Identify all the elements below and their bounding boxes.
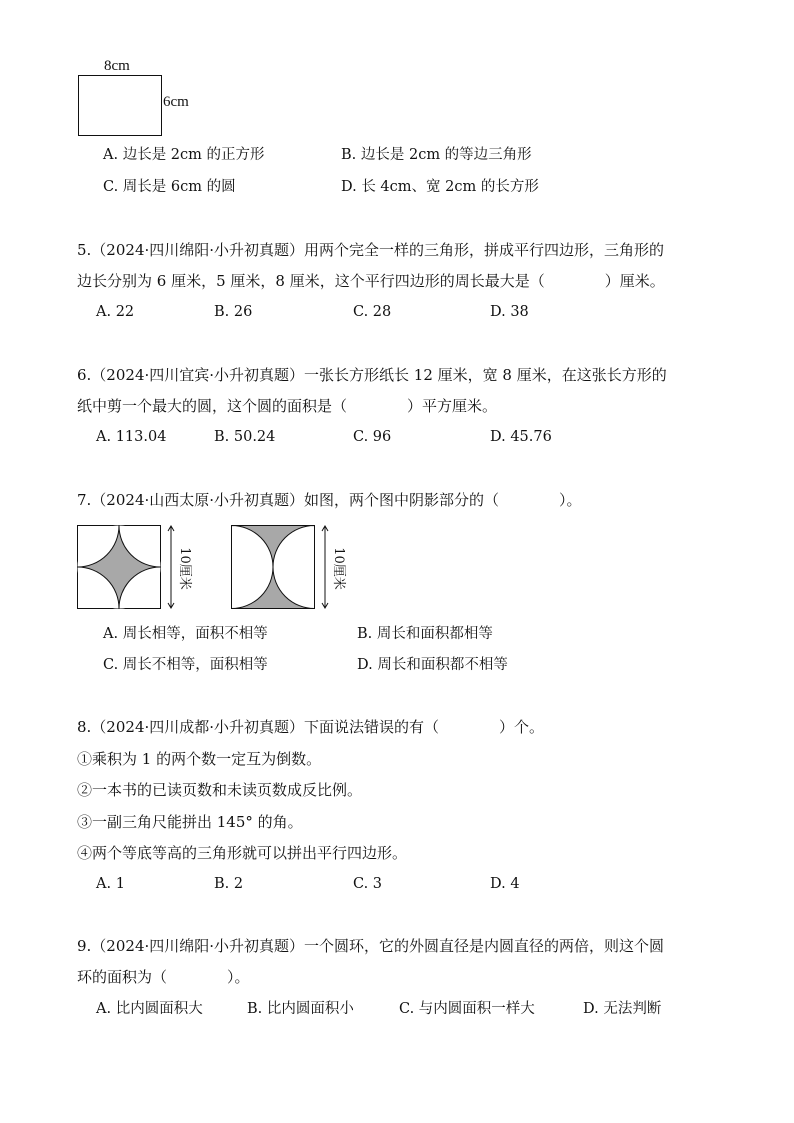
q6-option-c[interactable]: C. 96	[353, 429, 392, 445]
q7-option-a[interactable]: A. 周长相等，面积不相等	[103, 626, 268, 642]
q9-option-b[interactable]: B. 比内圆面积小	[247, 1001, 354, 1017]
q8-option-d[interactable]: D. 4	[490, 876, 520, 892]
q5-option-c[interactable]: C. 28	[353, 304, 392, 320]
q5-text-line2: 边长分别为 6 厘米，5 厘米，8 厘米，这个平行四边形的周长最大是（ ）厘米。	[77, 272, 665, 290]
q8-statement-1: ①乘积为 1 的两个数一定互为倒数。	[77, 750, 322, 768]
q7-left-dimension-label: 10厘米	[176, 547, 192, 590]
q6-option-b[interactable]: B. 50.24	[214, 429, 276, 445]
q8-statement-4: ④两个等底等高的三角形就可以拼出平行四边形。	[77, 844, 408, 862]
q7-option-d[interactable]: D. 周长和面积都不相等	[357, 657, 508, 673]
q9-option-c[interactable]: C. 与内圆面积一样大	[399, 1001, 535, 1017]
q6-option-d[interactable]: D. 45.76	[490, 429, 552, 445]
q4-option-d[interactable]: D. 长 4cm、宽 2cm 的长方形	[341, 179, 539, 195]
q9-option-d[interactable]: D. 无法判断	[583, 1001, 662, 1017]
q5-option-d[interactable]: D. 38	[490, 304, 529, 320]
q4-option-c[interactable]: C. 周长是 6cm 的圆	[103, 179, 236, 195]
q8-statement-3: ③一副三角尺能拼出 145° 的角。	[77, 813, 303, 831]
q5-option-b[interactable]: B. 26	[214, 304, 253, 320]
q6-text-line2: 纸中剪一个最大的圆，这个圆的面积是（ ）平方厘米。	[77, 397, 498, 415]
q7-text-line1: 7.（2024·山西太原·小升初真题）如图，两个图中阴影部分的（ ）。	[77, 491, 582, 509]
q8-option-c[interactable]: C. 3	[353, 876, 383, 892]
q6-text-line1: 6.（2024·四川宜宾·小升初真题）一张长方形纸长 12 厘米，宽 8 厘米，在这张长方形的	[77, 366, 667, 384]
q7-right-dimension-label: 10厘米	[330, 547, 346, 590]
q7-option-c[interactable]: C. 周长不相等，面积相等	[103, 657, 268, 673]
q4-rectangle	[78, 75, 162, 136]
q9-text-line1: 9.（2024·四川绵阳·小升初真题）一个圆环，它的外圆直径是内圆直径的两倍，则这个圆	[77, 937, 665, 955]
q7-figure-left	[77, 525, 177, 609]
q4-option-a[interactable]: A. 边长是 2cm 的正方形	[103, 147, 265, 163]
q7-option-b[interactable]: B. 周长和面积都相等	[357, 626, 493, 642]
q9-option-a[interactable]: A. 比内圆面积大	[96, 1001, 203, 1017]
q8-option-b[interactable]: B. 2	[214, 876, 244, 892]
q8-statement-2: ②一本书的已读页数和未读页数成反比例。	[77, 781, 363, 799]
q8-option-a[interactable]: A. 1	[96, 876, 125, 892]
q8-text-line1: 8.（2024·四川成都·小升初真题）下面说法错误的有（ ）个。	[77, 718, 545, 736]
q6-option-a[interactable]: A. 113.04	[96, 429, 167, 445]
q5-text-line1: 5.（2024·四川绵阳·小升初真题）用两个完全一样的三角形，拼成平行四边形，三角形的	[77, 241, 665, 259]
q7-figure-right	[231, 525, 331, 609]
q4-height-label: 6cm	[163, 94, 189, 110]
q5-option-a[interactable]: A. 22	[96, 304, 135, 320]
q4-option-b[interactable]: B. 边长是 2cm 的等边三角形	[341, 147, 532, 163]
q9-text-line2: 环的面积为（ ）。	[77, 968, 250, 986]
q4-width-label: 8cm	[104, 58, 130, 74]
